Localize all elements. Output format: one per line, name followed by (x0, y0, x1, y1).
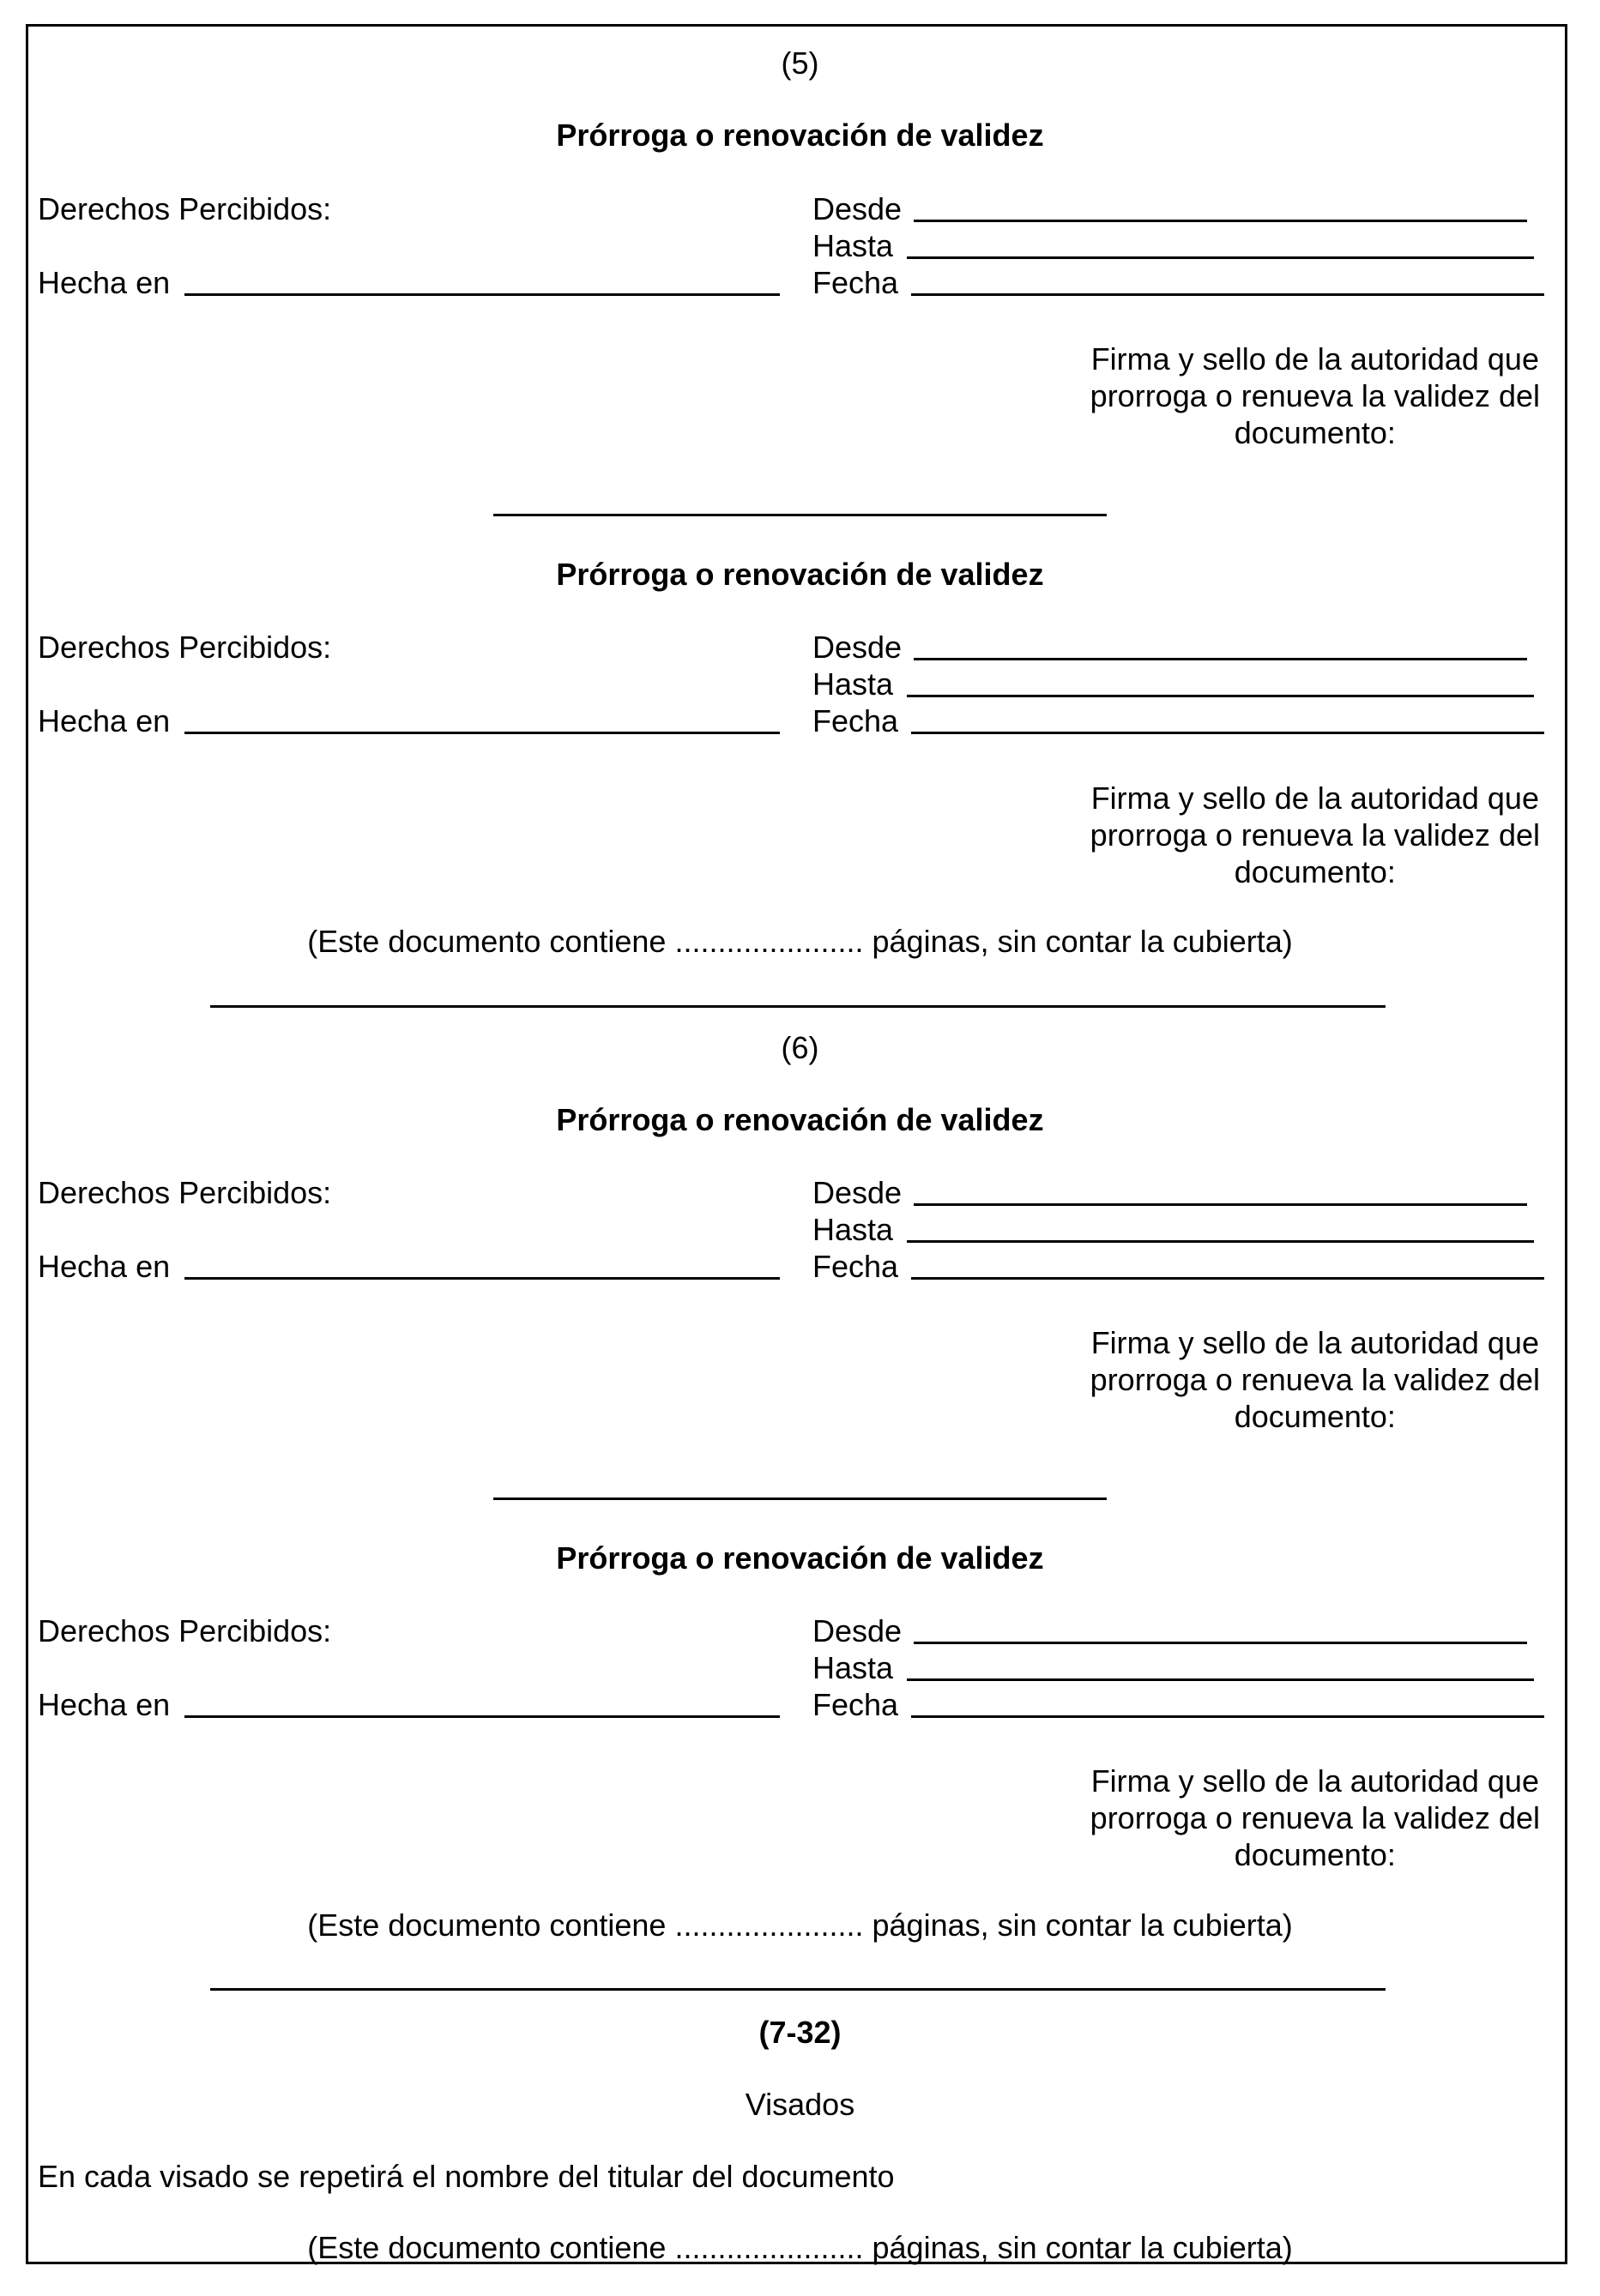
fecha-label: Fecha (812, 703, 899, 738)
desde-field-line[interactable] (914, 1642, 1527, 1644)
visados-title: Visados (745, 2087, 855, 2122)
hasta-field-line[interactable] (907, 1240, 1534, 1243)
signature-caption-line: prorroga o renueva la validez del (1090, 1800, 1540, 1835)
hecha-label: Hecha en (38, 1249, 171, 1284)
fecha-field-line[interactable] (911, 1715, 1544, 1718)
desde-label: Desde (812, 1175, 903, 1210)
desde-field-line[interactable] (914, 220, 1527, 222)
desde-label: Desde (812, 630, 903, 665)
hecha-label: Hecha en (38, 265, 171, 300)
derechos-label: Derechos Percibidos: (38, 191, 332, 226)
hasta-label: Hasta (812, 666, 894, 702)
block-heading: Prórroga o renovación de validez (556, 1102, 1044, 1137)
desde-field-line[interactable] (914, 1203, 1527, 1206)
block-heading: Prórroga o renovación de validez (556, 557, 1044, 592)
page-count-note: (Este documento contiene ...................... páginas, sin contar la cubierta) (307, 2230, 1293, 2265)
fecha-field-line[interactable] (911, 293, 1544, 296)
fecha-label: Fecha (812, 265, 899, 300)
signature-caption-line: prorroga o renueva la validez del (1090, 1362, 1540, 1397)
block-heading: Prórroga o renovación de validez (556, 1540, 1044, 1576)
desde-label: Desde (812, 1613, 903, 1648)
hasta-field-line[interactable] (907, 695, 1534, 697)
hasta-field-line[interactable] (907, 1678, 1534, 1681)
signature-caption-line: prorroga o renueva la validez del (1090, 378, 1540, 413)
block-separator (493, 514, 1107, 516)
fecha-label: Fecha (812, 1249, 899, 1284)
hasta-label: Hasta (812, 1212, 894, 1247)
section-separator (210, 1988, 1386, 1991)
signature-caption-line: prorroga o renueva la validez del (1090, 817, 1540, 853)
hecha-label: Hecha en (38, 703, 171, 738)
page-count-note: (Este documento contiene ...................... páginas, sin contar la cubierta) (307, 1907, 1293, 1943)
block-separator (493, 1498, 1107, 1500)
derechos-label: Derechos Percibidos: (38, 1613, 332, 1648)
signature-caption-line: documento: (1234, 1399, 1396, 1434)
section-number: (5) (781, 45, 819, 81)
signature-caption-line: documento: (1234, 854, 1396, 889)
section-separator (210, 1005, 1386, 1008)
hasta-label: Hasta (812, 1650, 894, 1685)
signature-caption (1090, 1324, 1540, 1435)
signature-caption-line: Firma y sello de la autoridad que (1090, 341, 1539, 377)
visados-text: En cada visado se repetirá el nombre del titular del documento (38, 2159, 895, 2194)
hasta-field-line[interactable] (907, 256, 1534, 259)
hecha-field-line[interactable] (184, 1715, 780, 1718)
fecha-label: Fecha (812, 1687, 899, 1722)
derechos-label: Derechos Percibidos: (38, 1175, 332, 1210)
desde-label: Desde (812, 191, 903, 226)
section-number: (6) (781, 1030, 819, 1065)
signature-caption (1090, 340, 1540, 451)
signature-caption-line: Firma y sello de la autoridad que (1090, 1763, 1539, 1799)
fecha-field-line[interactable] (911, 1277, 1544, 1280)
signature-caption-line: Firma y sello de la autoridad que (1090, 1325, 1539, 1360)
signature-caption (1090, 1763, 1540, 1873)
hecha-label: Hecha en (38, 1687, 171, 1722)
block-heading: Prórroga o renovación de validez (556, 118, 1044, 153)
hecha-field-line[interactable] (184, 732, 780, 734)
signature-caption (1090, 780, 1540, 890)
derechos-label: Derechos Percibidos: (38, 630, 332, 665)
signature-caption-line: Firma y sello de la autoridad que (1090, 780, 1539, 816)
hecha-field-line[interactable] (184, 293, 780, 296)
hasta-label: Hasta (812, 228, 894, 263)
hecha-field-line[interactable] (184, 1277, 780, 1280)
desde-field-line[interactable] (914, 658, 1527, 660)
page-count-note: (Este documento contiene ...................... páginas, sin contar la cubierta) (307, 924, 1293, 959)
final-section-number: (7-32) (758, 2015, 842, 2050)
signature-caption-line: documento: (1234, 415, 1396, 450)
fecha-field-line[interactable] (911, 732, 1544, 734)
signature-caption-line: documento: (1234, 1837, 1396, 1872)
